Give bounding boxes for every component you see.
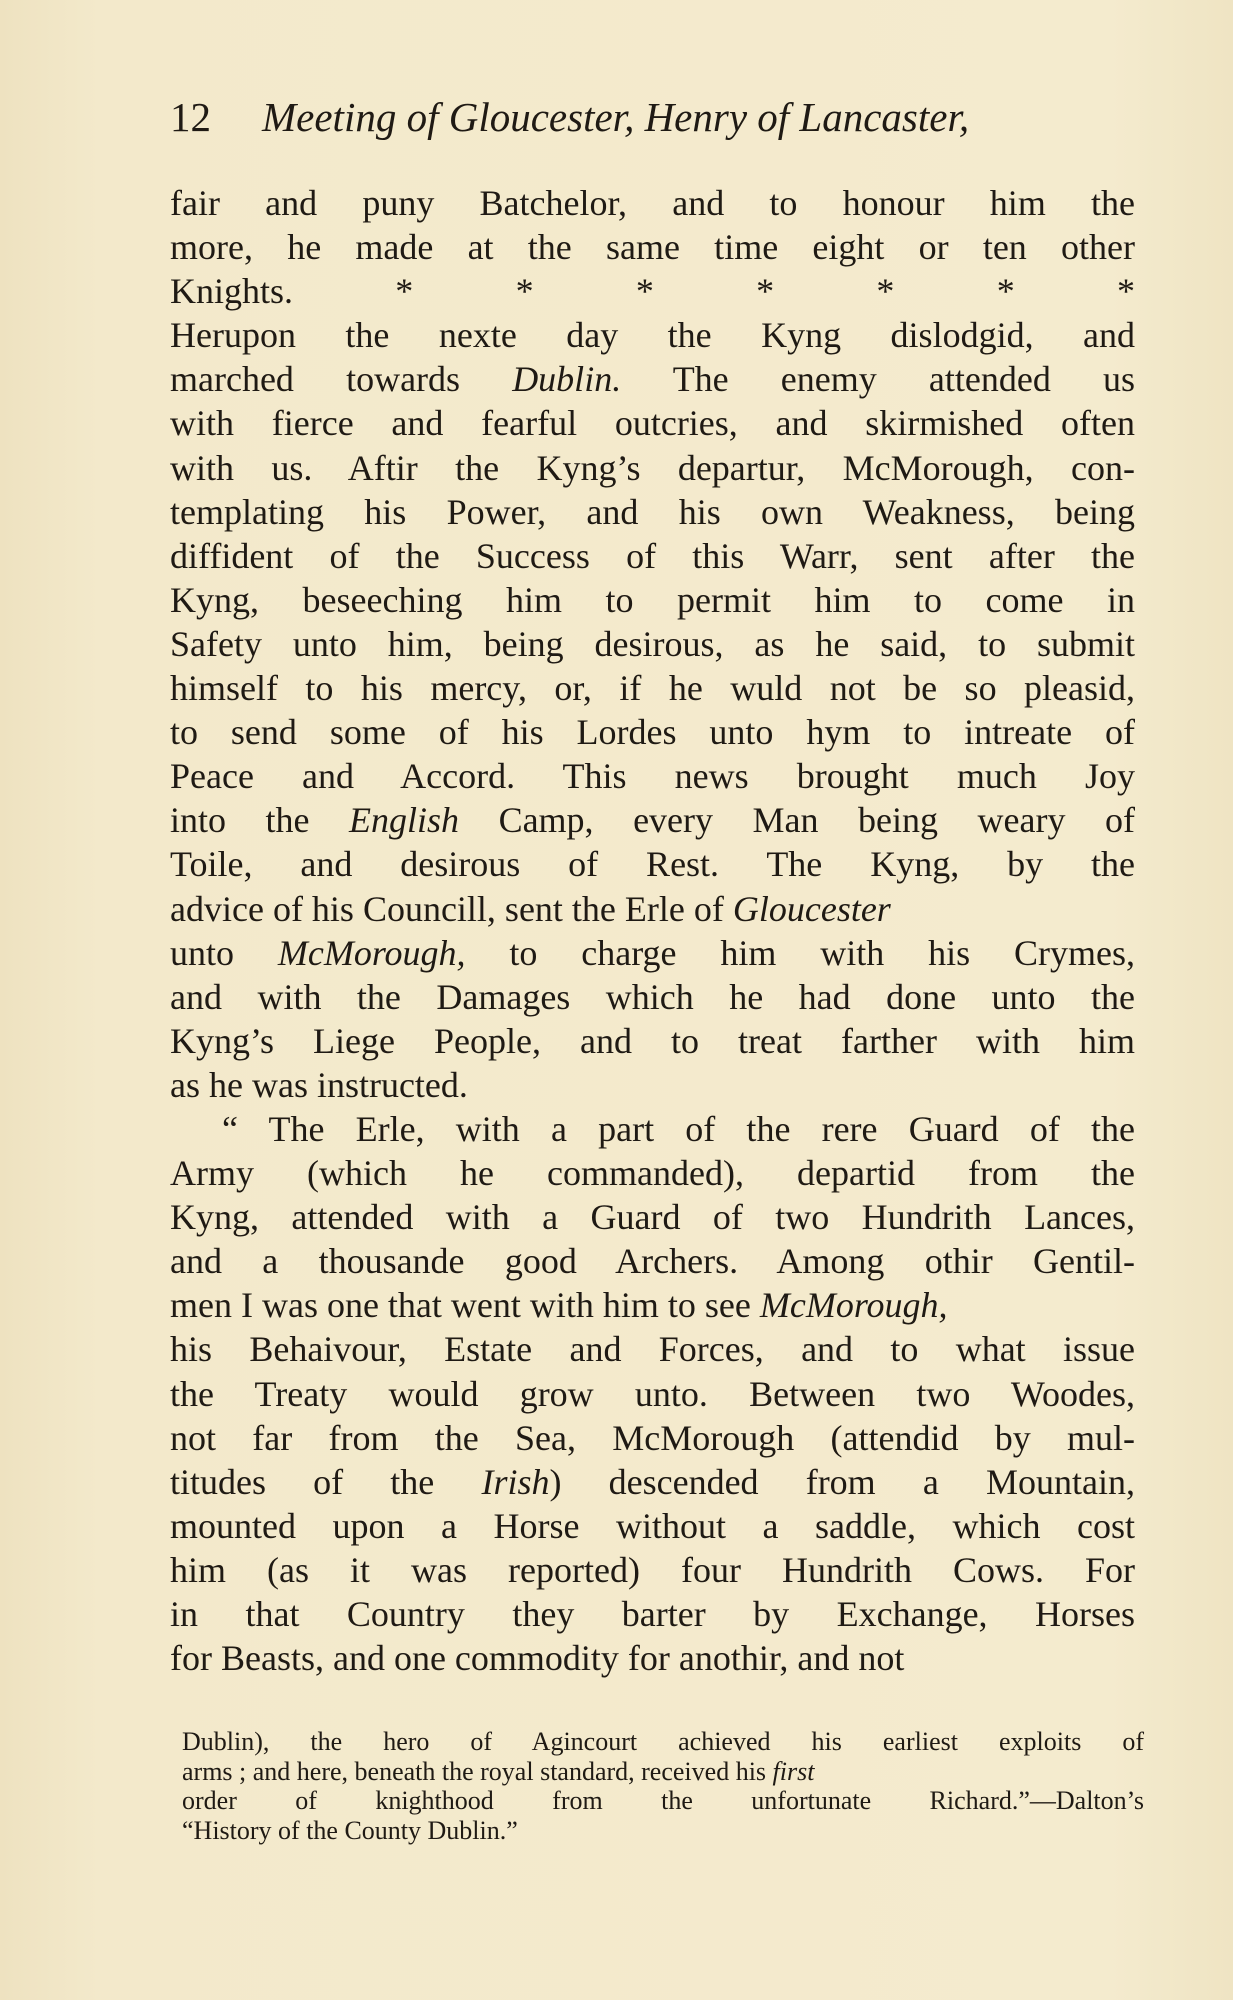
footnote-line: order of knighthood from the unfortunate Richard.”—Dalton’s — [182, 1786, 1144, 1815]
text-line: him (as it was reported) four Hundrith Cows. For — [170, 1549, 1135, 1590]
text-line — [170, 931, 1135, 975]
text-line: Kyng, attended with a Guard of two Hundrith Lances, — [170, 1197, 1135, 1238]
text-segment: into the — [170, 800, 350, 841]
page-number: 12 — [170, 94, 211, 140]
text-line: Peace and Accord. This news brought much Joy — [170, 756, 1135, 797]
text-line: with us. Aftir the Kyng’s departur, McMorough, con- — [170, 447, 1135, 488]
text-segment: titudes of the — [170, 1461, 482, 1502]
text-line: fair and puny Batchelor, and to honour him the — [170, 183, 1135, 223]
text-segment: The enemy attended us — [621, 359, 1135, 400]
text-line: Kyng, beseeching him to permit him to come in — [170, 579, 1135, 620]
footnote — [182, 1727, 1144, 1845]
text-line: Knights. * * * * * * * — [170, 271, 1135, 312]
text-line: in that Country they barter by Exchange, Horses — [170, 1594, 1135, 1634]
text-line — [170, 357, 1135, 401]
text-segment: advice of his Councill, sent the Erle of — [170, 888, 733, 929]
text-line: Safety unto him, being desirous, as he said, to submit — [170, 623, 1135, 664]
footnote-line: “History of the County Dublin.” — [182, 1815, 518, 1845]
body-text — [170, 181, 1135, 1680]
text-line — [170, 887, 1135, 931]
text-line: more, he made at the same time eight or ten other — [170, 227, 1135, 268]
running-header — [170, 92, 1100, 142]
text-line: Toile, and desirous of Rest. The Kyng, by the — [170, 844, 1135, 885]
italic-segment: Irish — [481, 1461, 550, 1502]
text-segment: ) descended from a Mountain, — [549, 1461, 1135, 1502]
text-line: himself to his mercy, or, if he wuld not be so pleasid, — [170, 668, 1135, 709]
italic-segment: McMorough, — [277, 932, 466, 973]
text-line — [170, 1283, 1135, 1327]
text-segment: Camp, every Man being weary of — [459, 800, 1136, 841]
text-segment: men I was one that went with him to see — [170, 1285, 760, 1326]
text-line: Kyng’s Liege People, and to treat farther with him — [170, 1020, 1135, 1061]
text-line — [170, 798, 1135, 842]
italic-segment: Gloucester — [732, 888, 891, 929]
text-line: not far from the Sea, McMorough (attendid by mul- — [170, 1417, 1135, 1458]
italic-segment: Dublin. — [512, 359, 622, 400]
text-line: to send some of his Lordes unto hym to intreate of — [170, 712, 1135, 753]
footnote-line — [182, 1757, 1144, 1787]
text-line: templating his Power, and his own Weakness, being — [170, 491, 1135, 532]
text-segment: arms ; and here, beneath the royal standard, received his — [182, 1756, 773, 1786]
text-line: Herupon the nexte day the Kyng dislodgid, and — [170, 315, 1135, 356]
text-line — [170, 1460, 1135, 1504]
text-line: and a thousande good Archers. Among othir Gentil- — [170, 1241, 1135, 1282]
italic-segment: English — [349, 800, 460, 841]
text-line: for Beasts, and one commodity for anothir, and not — [170, 1638, 905, 1679]
text-segment: marched towards — [170, 359, 513, 400]
text-segment: unto — [170, 932, 278, 973]
text-line: the Treaty would grow unto. Between two Woodes, — [170, 1373, 1135, 1414]
text-line: mounted upon a Horse without a saddle, which cost — [170, 1505, 1135, 1546]
text-line: and with the Damages which he had done unto the — [170, 976, 1135, 1017]
italic-segment: McMorough, — [759, 1285, 948, 1326]
text-line: diffident of the Success of this Warr, sent after the — [170, 535, 1135, 576]
italic-segment: first — [772, 1756, 815, 1786]
text-line: Army (which he commanded), departid from the — [170, 1153, 1135, 1194]
footnote-line: Dublin), the hero of Agincourt achieved his earliest exploits of — [182, 1727, 1144, 1756]
running-title: Meeting of Gloucester, Henry of Lancaster, — [262, 94, 970, 140]
text-line: as he was instructed. — [170, 1064, 468, 1105]
text-line: his Behaivour, Estate and Forces, and to what issue — [170, 1329, 1135, 1370]
text-line: with fierce and fearful outcries, and skirmished often — [170, 403, 1135, 444]
text-segment: to charge him with his Crymes, — [465, 932, 1135, 973]
text-line: “ The Erle, with a part of the rere Guard of the — [222, 1108, 1135, 1149]
